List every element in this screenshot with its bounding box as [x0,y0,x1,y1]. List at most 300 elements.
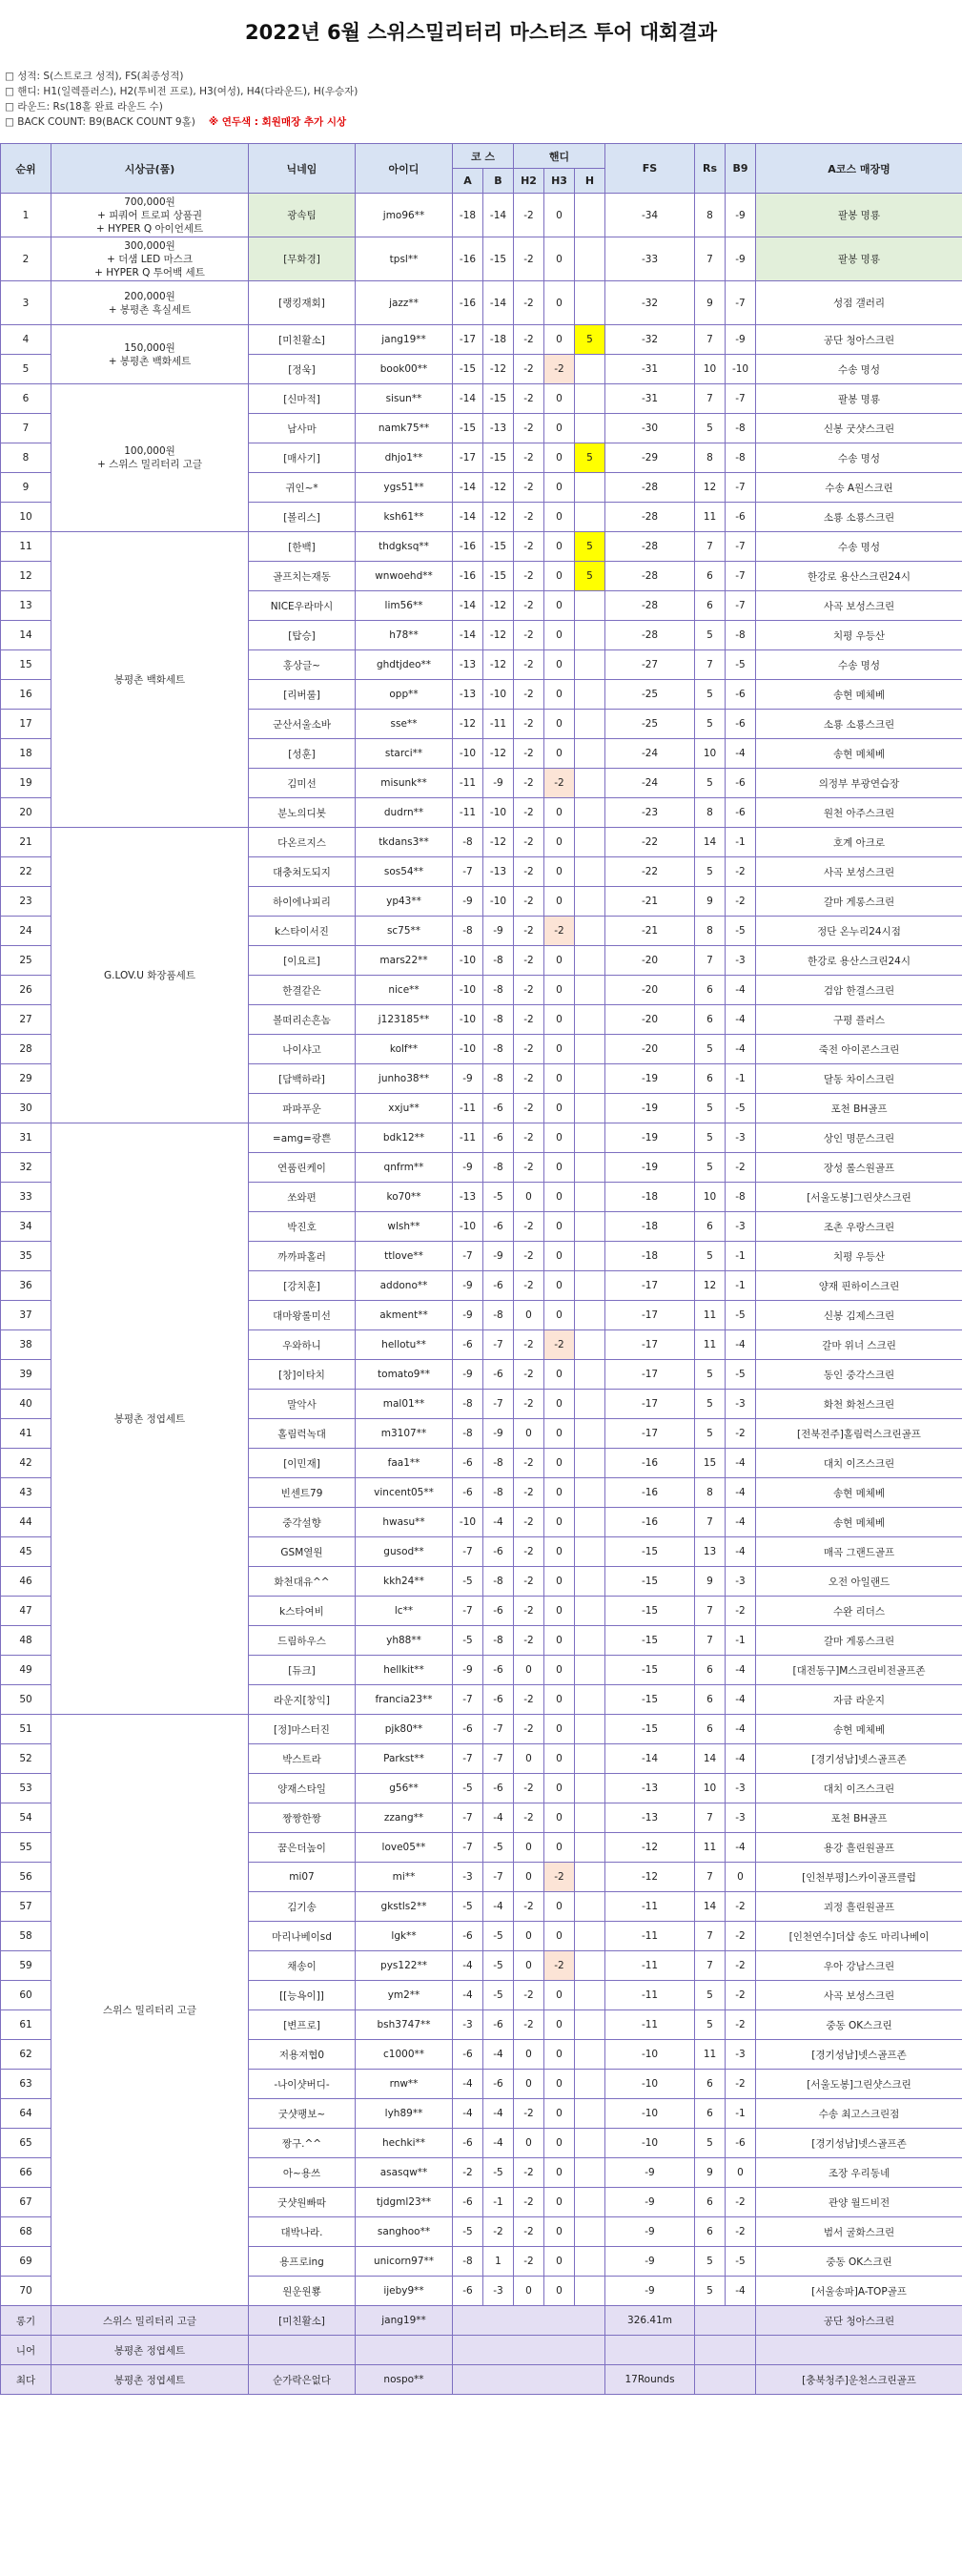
handicap-h3-cell: 0 [544,443,575,473]
handicap-h-cell [575,650,605,680]
handicap-h2-cell: -2 [514,1892,544,1922]
rs-cell: 8 [695,1478,726,1508]
handicap-h3-cell: 0 [544,2129,575,2158]
b9-cell: -5 [726,2247,756,2277]
handicap-h-cell [575,2217,605,2247]
handicap-h-cell [575,1212,605,1242]
b9-cell: -6 [726,2129,756,2158]
fs-cell: -20 [605,976,695,1005]
rs-cell: 6 [695,2188,726,2217]
rank-cell: 50 [1,1685,51,1715]
store-cell: 송현 메체베 [756,1715,962,1744]
course-b-cell: -6 [483,2070,514,2099]
id-cell: namk75** [356,414,453,443]
handicap-h-cell [575,1153,605,1183]
rank-cell: 5 [1,355,51,384]
fs-cell: -17 [605,1390,695,1419]
handicap-h3-cell: 0 [544,887,575,917]
handicap-h2-cell: 0 [514,1301,544,1330]
b9-cell: -1 [726,828,756,857]
course-a-cell: -17 [453,443,483,473]
b9-cell: -8 [726,414,756,443]
id-cell: mal01** [356,1390,453,1419]
nickname-cell: [한백] [249,532,356,562]
header-id: 아이디 [356,144,453,194]
store-cell: 수송 명성 [756,443,962,473]
handicap-h2-cell: 0 [514,1183,544,1212]
fs-cell: -21 [605,887,695,917]
rank-cell: 3 [1,281,51,325]
rank-cell: 49 [1,1656,51,1685]
handicap-h2-cell: -2 [514,532,544,562]
award-spacer [453,2306,605,2336]
nickname-cell: =amg=광쁜 [249,1123,356,1153]
rank-cell: 14 [1,621,51,650]
handicap-h2-cell: -2 [514,828,544,857]
rs-cell: 7 [695,532,726,562]
fs-cell: -28 [605,562,695,591]
id-cell: akment** [356,1301,453,1330]
store-cell: [인천연수]더샵 송도 마리나베이 [756,1922,962,1951]
fs-cell: -30 [605,414,695,443]
nickname-cell: [랭킹재회] [249,281,356,325]
rs-cell: 6 [695,2070,726,2099]
b9-cell: -7 [726,591,756,621]
id-cell: junho38** [356,1064,453,1094]
course-b-cell: -12 [483,591,514,621]
course-b-cell: -8 [483,1035,514,1064]
nickname-cell: 말악사 [249,1390,356,1419]
handicap-h2-cell: -2 [514,739,544,769]
store-cell: 소룡 소룡스크린 [756,503,962,532]
fs-cell: -28 [605,503,695,532]
award-label: 롱기 [1,2306,51,2336]
course-a-cell: -5 [453,1892,483,1922]
course-b-cell: -4 [483,2129,514,2158]
handicap-h-cell [575,1449,605,1478]
rs-cell: 5 [695,769,726,798]
rank-cell: 9 [1,473,51,503]
id-cell: jazz** [356,281,453,325]
id-cell: sisun** [356,384,453,414]
store-cell: 호계 아크로 [756,828,962,857]
id-cell: vincent05** [356,1478,453,1508]
b9-cell: -3 [726,1390,756,1419]
handicap-h2-cell: -2 [514,414,544,443]
legend-line: □ 라운드: Rs(18홀 완료 라운드 수) [5,101,163,113]
course-b-cell: -14 [483,281,514,325]
nickname-cell: 귀인~* [249,473,356,503]
course-a-cell: -16 [453,237,483,281]
nickname-cell: 다온르지스 [249,828,356,857]
award-row [1,2336,962,2365]
id-cell: rnw** [356,2070,453,2099]
prize-cell: 700,000원 + 피쿼어 트로피 상품권 + HYPER Q 아이언세트 [51,194,249,237]
nickname-cell: 박스트라 [249,1744,356,1774]
nickname-cell: 연품린케이 [249,1153,356,1183]
rs-cell: 10 [695,1774,726,1803]
handicap-h3-cell: 0 [544,1064,575,1094]
nickname-cell: 분노의디봇 [249,798,356,828]
course-b-cell: -6 [483,1212,514,1242]
course-a-cell: -11 [453,1123,483,1153]
store-cell: 갈마 게롱스크린 [756,887,962,917]
fs-cell: -19 [605,1123,695,1153]
handicap-h3-cell: 0 [544,1597,575,1626]
handicap-h3-cell: 0 [544,1035,575,1064]
handicap-h-cell [575,237,605,281]
handicap-h-cell [575,414,605,443]
rs-cell: 7 [695,237,726,281]
store-cell: 신봉 김제스크린 [756,1301,962,1330]
b9-cell: -1 [726,1271,756,1301]
store-cell: 수송 명성 [756,355,962,384]
b9-cell: -4 [726,1035,756,1064]
rank-cell: 36 [1,1271,51,1301]
b9-cell: -9 [726,237,756,281]
special-awards [1,2306,962,2395]
nickname-cell: [이민재] [249,1449,356,1478]
course-a-cell: -5 [453,1774,483,1803]
rs-cell: 7 [695,325,726,355]
course-a-cell: -7 [453,1744,483,1774]
legend-line: □ 핸디: H1(일렉플러스), H2(투비전 프로), H3(여성), H4(다라운드), H(우승자) [5,86,358,97]
course-b-cell: -6 [483,1597,514,1626]
course-b-cell: 1 [483,2247,514,2277]
header-b: B [483,169,514,194]
handicap-h2-cell: -2 [514,1330,544,1360]
rs-cell: 5 [695,1242,726,1271]
handicap-h2-cell: 0 [514,1833,544,1863]
store-cell: 상인 명문스크린 [756,1123,962,1153]
course-b-cell: -13 [483,857,514,887]
table-row [1,1715,962,1744]
handicap-h-cell [575,739,605,769]
course-a-cell: -13 [453,650,483,680]
nickname-cell: 파파푸운 [249,1094,356,1123]
course-b-cell: -8 [483,1567,514,1597]
handicap-h-cell [575,2040,605,2070]
course-b-cell: -6 [483,1537,514,1567]
handicap-h2-cell: -2 [514,857,544,887]
store-cell: 구평 플러스 [756,1005,962,1035]
handicap-h3-cell: 0 [544,1005,575,1035]
handicap-h-cell [575,355,605,384]
handicap-h-cell [575,1478,605,1508]
store-cell: [인천부평]스카이골프클럽 [756,1863,962,1892]
handicap-h3-cell: -2 [544,917,575,946]
store-cell: 사곡 보성스크린 [756,591,962,621]
store-cell: 공단 청아스크린 [756,325,962,355]
handicap-h2-cell: -2 [514,769,544,798]
handicap-h2-cell: -2 [514,1035,544,1064]
rank-cell: 11 [1,532,51,562]
handicap-h3-cell: 0 [544,2158,575,2188]
course-a-cell: -11 [453,1094,483,1123]
handicap-h2-cell: -2 [514,1094,544,1123]
course-a-cell: -4 [453,2099,483,2129]
fs-cell: -19 [605,1094,695,1123]
rank-cell: 70 [1,2277,51,2306]
fs-cell: -15 [605,1567,695,1597]
course-a-cell: -12 [453,710,483,739]
nickname-cell: 볼떠리손흔놈 [249,1005,356,1035]
course-a-cell: -15 [453,414,483,443]
handicap-h3-cell: 0 [544,1744,575,1774]
nickname-cell: [듀크] [249,1656,356,1685]
b9-cell: -2 [726,1153,756,1183]
course-b-cell: -12 [483,621,514,650]
store-cell: [서울도봉]그린샷스크린 [756,2070,962,2099]
course-b-cell: -7 [483,1715,514,1744]
nickname-cell: [성훈] [249,739,356,769]
course-a-cell: -9 [453,1360,483,1390]
handicap-h-cell [575,1390,605,1419]
b9-cell: -7 [726,473,756,503]
nickname-cell: [이요르] [249,946,356,976]
rs-cell: 6 [695,976,726,1005]
rs-cell: 6 [695,562,726,591]
rank-cell: 47 [1,1597,51,1626]
course-b-cell: -15 [483,384,514,414]
rs-cell: 13 [695,1537,726,1567]
handicap-h-cell [575,1242,605,1271]
nickname-cell: k스타여비 [249,1597,356,1626]
rank-cell: 68 [1,2217,51,2247]
rank-cell: 51 [1,1715,51,1744]
store-cell: 한강로 용산스크린24시 [756,946,962,976]
handicap-h-cell [575,917,605,946]
course-b-cell: -7 [483,1390,514,1419]
store-cell: 범서 굴화스크린 [756,2217,962,2247]
fs-cell: -28 [605,621,695,650]
course-a-cell: -9 [453,887,483,917]
id-cell: love05** [356,1833,453,1863]
handicap-h3-cell: 0 [544,2277,575,2306]
course-b-cell: -15 [483,532,514,562]
handicap-h2-cell: -2 [514,1803,544,1833]
fs-cell: -18 [605,1212,695,1242]
nickname-cell: 중각설향 [249,1508,356,1537]
handicap-h2-cell: -2 [514,1537,544,1567]
fs-cell: -11 [605,1892,695,1922]
b9-cell: -4 [726,739,756,769]
handicap-h-cell [575,1656,605,1685]
header-h: H [575,169,605,194]
handicap-h-cell [575,1330,605,1360]
handicap-h2-cell: -2 [514,798,544,828]
fs-cell: -23 [605,798,695,828]
fs-cell: -31 [605,384,695,414]
nickname-cell: 굿샷원빠따 [249,2188,356,2217]
handicap-h3-cell: 0 [544,237,575,281]
course-b-cell: -6 [483,1094,514,1123]
handicap-h-cell [575,828,605,857]
nickname-cell: [무화경] [249,237,356,281]
id-cell: Parkst** [356,1744,453,1774]
id-cell: dudrn** [356,798,453,828]
fs-cell: -9 [605,2158,695,2188]
header-fs: FS [605,144,695,194]
rs-cell: 7 [695,1597,726,1626]
handicap-h3-cell: 0 [544,473,575,503]
store-cell: [서울도봉]그린샷스크린 [756,1183,962,1212]
rank-cell: 43 [1,1478,51,1508]
handicap-h-cell [575,1301,605,1330]
table-row [1,828,962,857]
handicap-h-cell [575,1537,605,1567]
handicap-h2-cell: -2 [514,621,544,650]
fs-cell: -25 [605,680,695,710]
b9-cell: -3 [726,1774,756,1803]
rs-cell: 5 [695,1153,726,1183]
fs-cell: -33 [605,237,695,281]
handicap-h2-cell: -2 [514,1685,544,1715]
rank-cell: 53 [1,1774,51,1803]
store-cell: 사곡 보성스크린 [756,1981,962,2010]
rs-cell: 6 [695,591,726,621]
store-cell: [경기성남]넷스골프존 [756,2040,962,2070]
rs-cell: 5 [695,1981,726,2010]
handicap-h-cell [575,1419,605,1449]
handicap-h3-cell: 0 [544,1508,575,1537]
award-label: 최다 [1,2365,51,2395]
fs-cell: -24 [605,769,695,798]
fs-cell: -17 [605,1419,695,1449]
rs-cell: 5 [695,1123,726,1153]
fs-cell: -14 [605,1744,695,1774]
nickname-cell: 양재스타일 [249,1774,356,1803]
course-a-cell: -6 [453,1715,483,1744]
award-value: 326.41m [605,2306,695,2336]
handicap-h3-cell: -2 [544,769,575,798]
id-cell: gusod** [356,1537,453,1567]
handicap-h2-cell: 0 [514,1951,544,1981]
nickname-cell: 빈센트79 [249,1478,356,1508]
course-a-cell: -8 [453,1419,483,1449]
store-cell: 달동 차이스크린 [756,1064,962,1094]
b9-cell: -4 [726,1330,756,1360]
rank-cell: 31 [1,1123,51,1153]
fs-cell: -11 [605,1922,695,1951]
handicap-h-cell [575,1567,605,1597]
fs-cell: -31 [605,355,695,384]
course-b-cell: -6 [483,1685,514,1715]
store-cell: 소룡 소룡스크린 [756,710,962,739]
course-a-cell: -10 [453,739,483,769]
course-a-cell: -4 [453,1981,483,2010]
award-store [756,2336,962,2365]
course-a-cell: -9 [453,1153,483,1183]
results-table [0,143,962,2395]
store-cell: 포천 BH골프 [756,1094,962,1123]
rs-cell: 14 [695,828,726,857]
course-b-cell: -8 [483,1153,514,1183]
id-cell: h78** [356,621,453,650]
store-cell: 사곡 보성스크린 [756,857,962,887]
rank-cell: 12 [1,562,51,591]
b9-cell: -9 [726,194,756,237]
nickname-cell: 대충쳐도되지 [249,857,356,887]
rs-cell: 6 [695,1656,726,1685]
id-cell: nice** [356,976,453,1005]
store-cell: 검암 한결스크린 [756,976,962,1005]
handicap-h3-cell: 0 [544,1833,575,1863]
handicap-h-cell: 5 [575,532,605,562]
fs-cell: -11 [605,1951,695,1981]
course-b-cell: -12 [483,828,514,857]
store-cell: 치평 우등산 [756,621,962,650]
course-a-cell: -2 [453,2158,483,2188]
rank-cell: 38 [1,1330,51,1360]
id-cell: asasqw** [356,2158,453,2188]
award-value: 17Rounds [605,2365,695,2395]
store-cell: 정단 온누리24시점 [756,917,962,946]
b9-cell: -7 [726,562,756,591]
course-b-cell: -5 [483,1981,514,2010]
store-cell: 성점 갤러리 [756,281,962,325]
handicap-h-cell [575,1833,605,1863]
b9-cell: -3 [726,1567,756,1597]
handicap-h-cell [575,473,605,503]
course-b-cell: -6 [483,1774,514,1803]
handicap-h-cell [575,798,605,828]
handicap-h-cell [575,1064,605,1094]
id-cell: pjk80** [356,1715,453,1744]
award-spacer [695,2336,756,2365]
rank-cell: 35 [1,1242,51,1271]
b9-cell: -3 [726,1123,756,1153]
handicap-h3-cell: 0 [544,2247,575,2277]
store-cell: [경기성남]넷스골프존 [756,2129,962,2158]
fs-cell: -17 [605,1360,695,1390]
course-b-cell: -9 [483,769,514,798]
rs-cell: 11 [695,1833,726,1863]
b9-cell: -9 [726,325,756,355]
store-cell: 송현 메체베 [756,680,962,710]
store-cell: 갈마 위너 스크린 [756,1330,962,1360]
handicap-h-cell [575,1508,605,1537]
course-b-cell: -10 [483,680,514,710]
id-cell: kolf** [356,1035,453,1064]
store-cell: 신봉 굿샷스크린 [756,414,962,443]
handicap-h3-cell: 0 [544,1922,575,1951]
nickname-cell: 우와하니 [249,1330,356,1360]
b9-cell: -4 [726,1508,756,1537]
fs-cell: -27 [605,650,695,680]
rank-cell: 23 [1,887,51,917]
rank-cell: 42 [1,1449,51,1478]
rs-cell: 6 [695,1064,726,1094]
fs-cell: -10 [605,2040,695,2070]
award-row [1,2365,962,2395]
b9-cell: -8 [726,621,756,650]
rs-cell: 8 [695,798,726,828]
legend-note: ※ 연두색 : 회원매장 추가 시상 [208,116,347,128]
id-cell: j123185** [356,1005,453,1035]
course-b-cell: -5 [483,1951,514,1981]
course-a-cell: -6 [453,1330,483,1360]
rank-cell: 19 [1,769,51,798]
id-cell: francia23** [356,1685,453,1715]
handicap-h2-cell: 0 [514,2277,544,2306]
rs-cell: 10 [695,739,726,769]
course-b-cell: -5 [483,1922,514,1951]
b9-cell: -4 [726,1833,756,1863]
course-a-cell: -8 [453,1390,483,1419]
nickname-cell: [미친활소] [249,325,356,355]
prize-cell: 200,000원 + 봉평촌 흑실세트 [51,281,249,325]
